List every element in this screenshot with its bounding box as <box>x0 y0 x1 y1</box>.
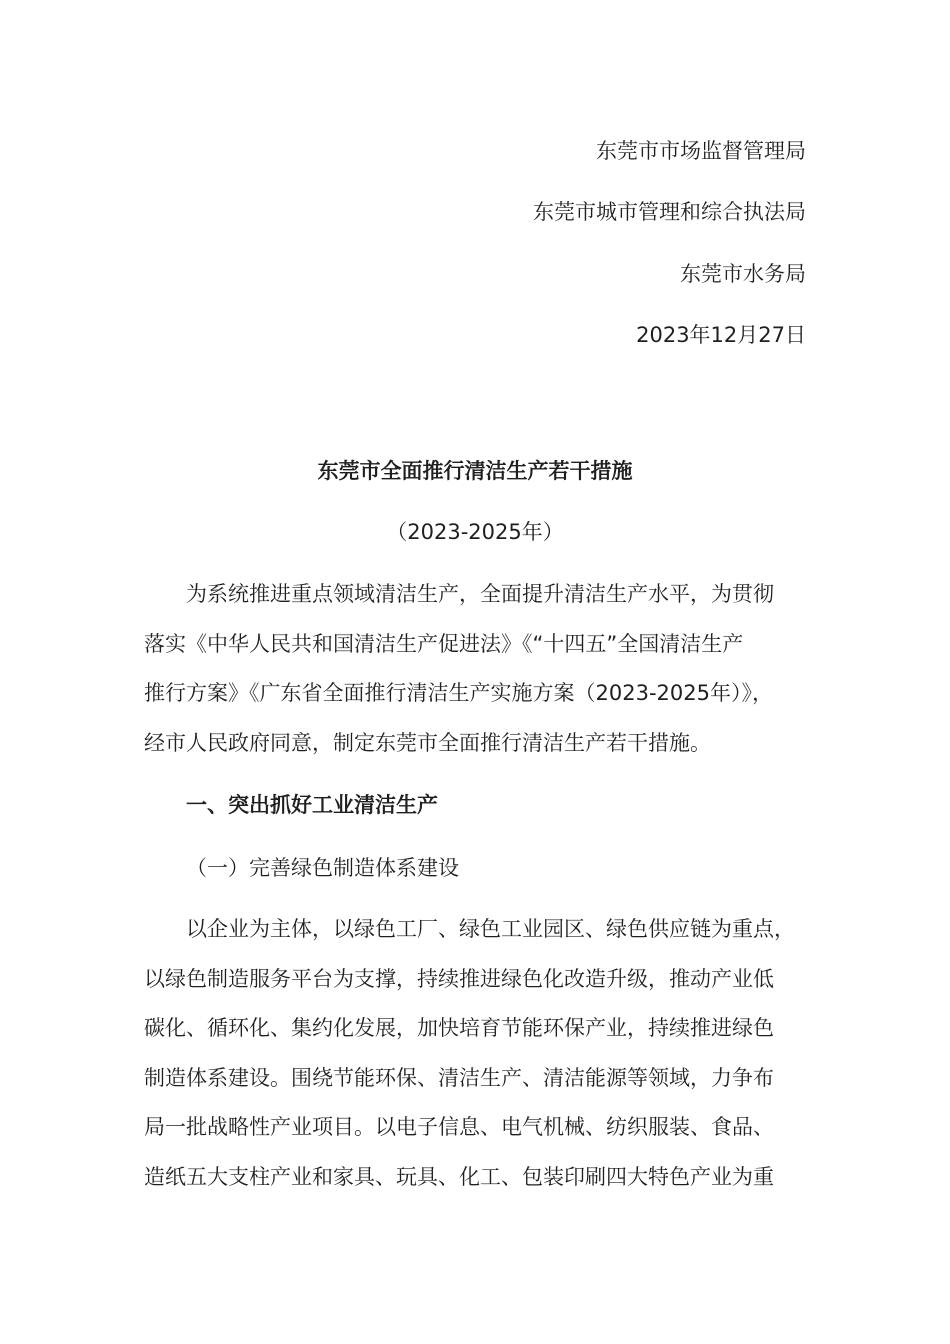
paragraph-line: 局一批战略性产业项目。以电子信息、电气机械、纺织服装、食品、 <box>144 1115 774 1140</box>
signature-org-market-regulation: 东莞市市场监督管理局 <box>596 139 806 163</box>
subsection-heading: （一）完善绿色制造体系建设 <box>186 856 459 880</box>
paragraph-line: 落实《中华人民共和国清洁生产促进法》《“十四五”全国清洁生产 <box>144 631 744 656</box>
signature-date: 2023年12月27日 <box>636 323 806 347</box>
paragraph-line: 推行方案》《广东省全面推行清洁生产实施方案（2023-2025年）》， <box>144 681 773 706</box>
signature-org-urban-management: 东莞市城市管理和综合执法局 <box>533 200 806 224</box>
paragraph-line: 制造体系建设。围绕节能环保、清洁生产、清洁能源等领域，力争布 <box>144 1065 774 1090</box>
paragraph-line: 以绿色制造服务平台为支撑，持续推进绿色化改造升级，推动产业低 <box>144 966 774 991</box>
paragraph-line: 为系统推进重点领域清洁生产，全面提升清洁生产水平，为贯彻 <box>186 582 774 606</box>
paragraph-line: 以企业为主体，以绿色工厂、绿色工业园区、绿色供应链为重点， <box>186 917 795 941</box>
paragraph-line: 碳化、循环化、集约化发展，加快培育节能环保产业，持续推进绿色 <box>144 1016 774 1041</box>
intro-paragraph <box>144 570 816 768</box>
paragraph-line: 造纸五大支柱产业和家具、玩具、化工、包装印刷四大特色产业为重 <box>144 1164 774 1189</box>
document-title: 东莞市全面推行清洁生产若干措施 <box>317 459 633 483</box>
signature-org-water-affairs: 东莞市水务局 <box>680 262 806 286</box>
section-heading: 一、突出抓好工业清洁生产 <box>186 793 438 817</box>
paragraph-line: 经市人民政府同意，制定东莞市全面推行清洁生产若干措施。 <box>144 730 711 755</box>
section1-paragraph <box>144 905 816 1203</box>
document-subtitle: （2023-2025年） <box>386 520 564 544</box>
